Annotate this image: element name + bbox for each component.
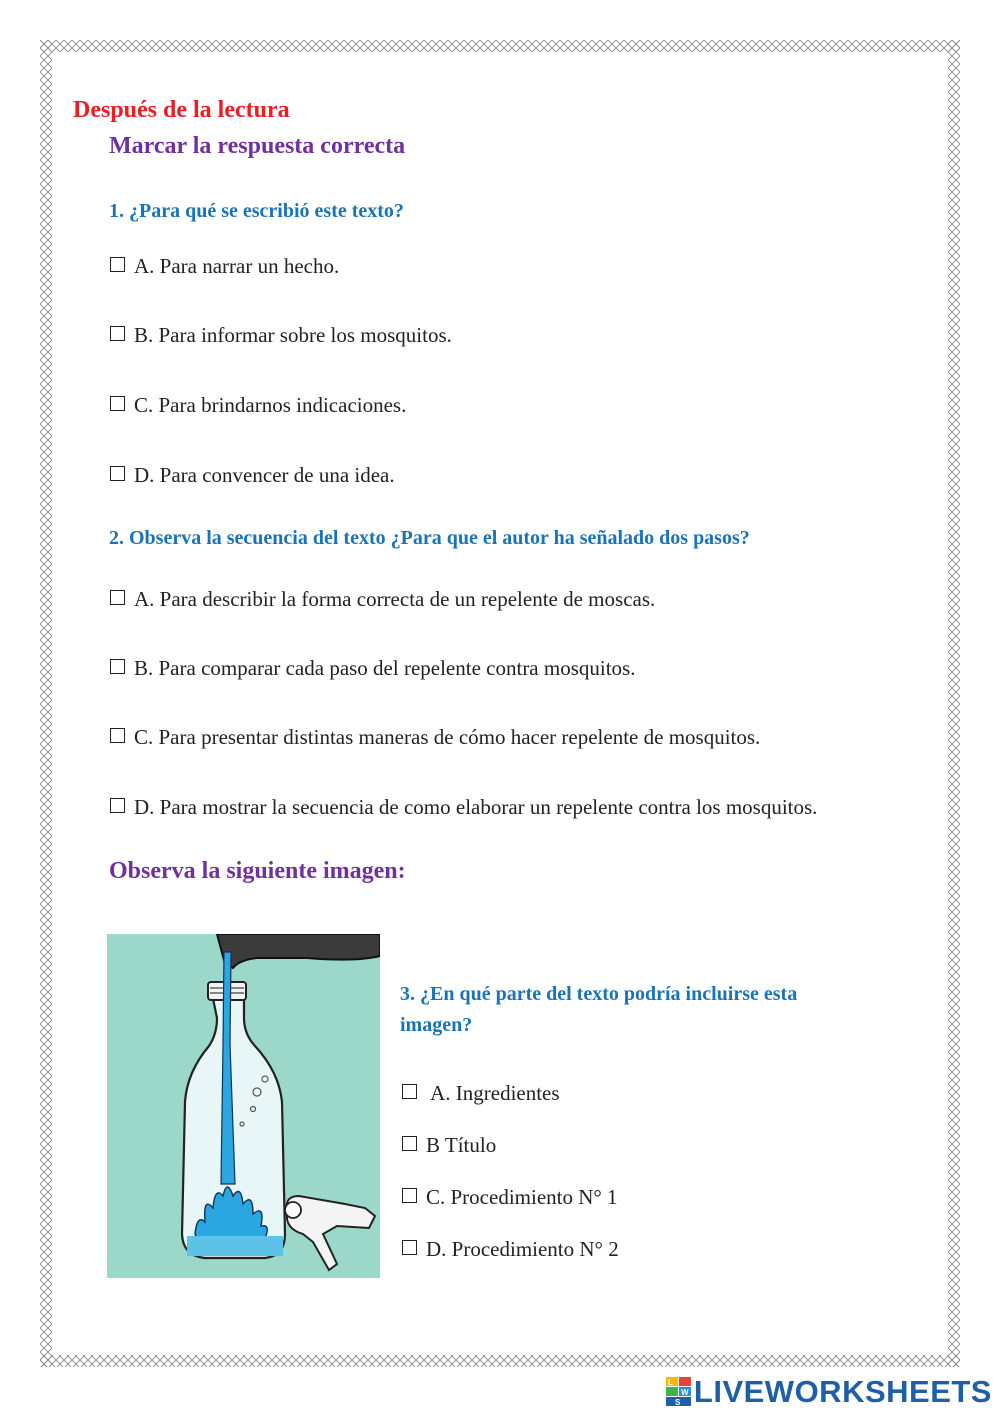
option-label: D. Para mostrar la secuencia de como elaborar un repelente contra los mosquitos. <box>134 795 818 819</box>
option-label: C. Para brindarnos indicaciones. <box>134 393 407 417</box>
q3-option-b[interactable] <box>402 1133 496 1158</box>
q3-option-d[interactable] <box>402 1237 619 1262</box>
option-label: B. Para comparar cada paso del repelente contra mosquitos. <box>134 656 636 680</box>
question-1: 1. ¿Para qué se escribió este texto? <box>109 200 404 222</box>
checkbox[interactable] <box>110 396 125 411</box>
option-label: A. Para describir la forma correcta de un repelente de moscas. <box>134 587 656 611</box>
liveworksheets-brand[interactable] <box>666 1374 992 1410</box>
checkbox[interactable] <box>110 257 125 272</box>
q2-option-c[interactable] <box>110 725 760 750</box>
checkbox[interactable] <box>110 326 125 341</box>
q1-option-d[interactable] <box>110 463 395 488</box>
question-3-line-2: imagen? <box>400 1014 473 1036</box>
bottle-illustration <box>107 934 380 1278</box>
checkbox[interactable] <box>402 1084 417 1099</box>
option-label: D. Para convencer de una idea. <box>134 463 395 487</box>
q1-option-a[interactable] <box>110 254 339 279</box>
liveworksheets-logo-icon <box>666 1377 692 1407</box>
option-label: D. Procedimiento N° 2 <box>426 1237 619 1261</box>
question-3-line-1: 3. ¿En qué parte del texto podría incluirse esta <box>400 983 798 1005</box>
question-2: 2. Observa la secuencia del texto ¿Para que el autor ha señalado dos pasos? <box>109 527 750 549</box>
option-label: B. Para informar sobre los mosquitos. <box>134 323 452 347</box>
q3-option-c[interactable] <box>402 1185 618 1210</box>
option-label: A. Para narrar un hecho. <box>134 254 340 278</box>
checkbox[interactable] <box>110 798 125 813</box>
q2-option-a[interactable] <box>110 587 655 612</box>
option-label: C. Procedimiento N° 1 <box>426 1185 618 1209</box>
svg-text:W: W <box>680 1388 689 1397</box>
brand-name: LIVEWORKSHEETS <box>693 1374 992 1409</box>
checkbox[interactable] <box>110 590 125 605</box>
checkbox[interactable] <box>402 1188 417 1203</box>
checkbox[interactable] <box>110 728 125 743</box>
q2-option-b[interactable] <box>110 656 635 681</box>
q1-option-b[interactable] <box>110 323 452 348</box>
option-label: B Título <box>426 1133 497 1157</box>
checkbox[interactable] <box>402 1240 417 1255</box>
checkbox[interactable] <box>110 659 125 674</box>
image-prompt: Observa la siguiente imagen: <box>109 858 406 884</box>
q2-option-d[interactable] <box>110 795 817 820</box>
checkbox[interactable] <box>110 466 125 481</box>
q3-option-a[interactable] <box>402 1081 560 1106</box>
instruction-heading: Marcar la respuesta correcta <box>109 133 406 159</box>
q1-option-c[interactable] <box>110 393 406 418</box>
section-title: Después de la lectura <box>73 97 290 123</box>
water-level <box>187 1236 283 1256</box>
svg-text:S: S <box>674 1398 681 1407</box>
option-label: A. Ingredientes <box>426 1081 560 1105</box>
svg-text:L: L <box>667 1378 673 1387</box>
option-label: C. Para presentar distintas maneras de cómo hacer repelente de mosquitos. <box>134 725 761 749</box>
checkbox[interactable] <box>402 1136 417 1151</box>
